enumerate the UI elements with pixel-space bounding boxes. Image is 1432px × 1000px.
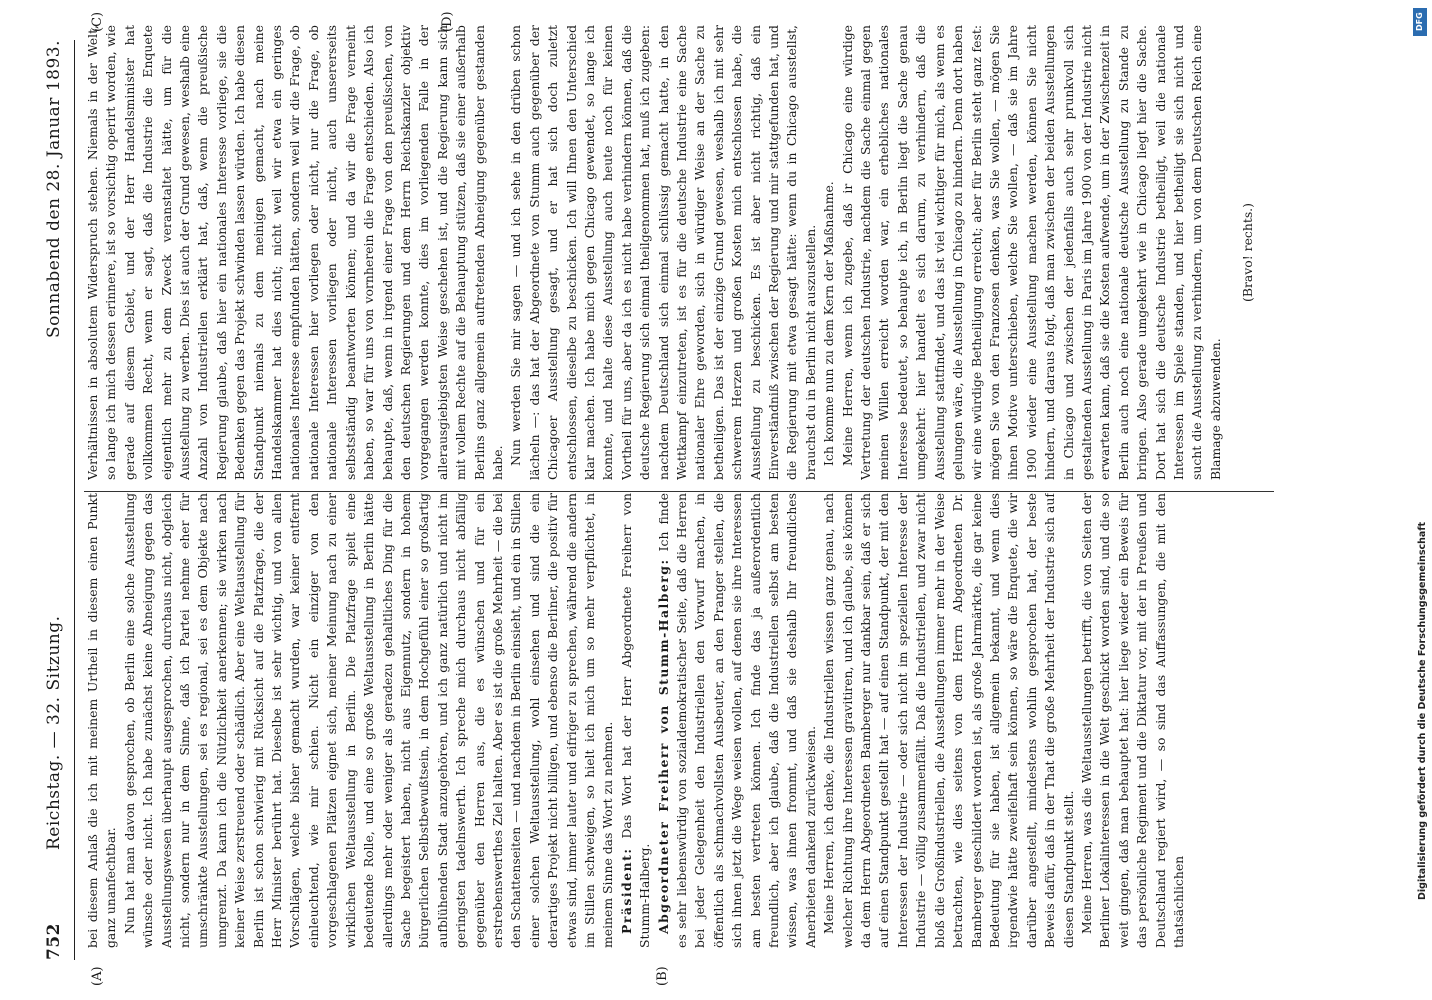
paragraph: Nun hat man davon gesprochen, ob Berlin eine solche Ausstellung wünsche oder nicht. Ich habe zunächst keine Abneigung gegen das Ausstellungswesen überhaupt ausgesprochen, durchaus nicht, obgleich nicht, sondern nur in dem Sinne, daß ich Partei nehme eher für umschränkte Ausstellungen, sei es regional, sei es dem Objekte nach umgrenzt. Da kann ich die Nützlichkeit anerkennen; sie wirken nach keiner Weise zerstreuend oder schädlich. Aber eine Weltausstellung für Berlin ist schon schwierig mit Rücksicht auf die Platzfrage, die der Herr Minister berührt hat. Dieselbe ist sehr wichtig, und von allen Vorschlägen, welche bisher gemacht wurden, war keiner entfernt einleuchtend, wie mir schien. Nicht ein einziger von den vorgeschlagenen Plätzen eignet sich, meiner Meinung nach zu einer wirklichen Weltausstellung in Berlin. Die Platzfrage spielt eine bedeutende Rolle, und eine so große Weltausstellung in Berlin hätte allerdings mehr oder weniger als geradezu gehaltliches Ding für die Sache begeistert haben, nicht aus Eigennutz, sondern in hohem bürgerlichen Selbstbewußtsein, in dem Hochgefühl einer so großartig aufblühenden Stadt anzugehören, und ich ganz natürlich und nicht im geringsten tadelnswerth. Ich spreche mich durchaus nicht abfällig gegenüber den Herren aus, die es wünschen und für ein erstrebenswerthes Ziel halten. Aber es ist die große Mehrheit — die bei den Schattenseiten — und nachdem in Berlin einsieht, und ein in Stillen einer solchen Weltausstellung, wohl einsehen und sind die ein derartiges Projekt nicht billigen, und ebenso die Berliner, die positiv für etwas sind, immer lauter und eifriger zu sprechen, während die andern im Stillen schweigen, so hielt ich mich um so mehr verpflichtet, in meinem Sinne das Wort zu nehmen. <box>121 493 616 948</box>
header-rule <box>74 40 75 960</box>
page-header <box>44 40 70 960</box>
session-date: Sonnabend den 28. Januar 1893. <box>44 40 64 339</box>
applause-note: (Bravo! rechts.) <box>1240 203 1256 302</box>
paragraph: Ich komme nun zu dem Kern der Maßnahme. <box>821 181 837 466</box>
margin-marker-c: (C) <box>90 11 105 32</box>
margin-marker-a: (A) <box>90 966 105 986</box>
column-divider <box>84 491 1274 492</box>
left-column <box>84 493 1274 948</box>
page-number: 752 <box>44 923 64 960</box>
paragraph: Verhältnissen in absolutem Widerspruch stehen. Niemals in der Welt, so lange ich mich dessen erinnere, ist so vorsichtig operirt worden, wie gerade auf diesem Gebiet, und der Herr Handelsminister hat vollkommen Recht, wenn er sagt, daß die Industrie die Enquete eigentlich mehr zu dem Zweck veranstaltet hätte, um für die Ausstellung zu werben. Dies ist auch der Grund gewesen, weshalb eine Anzahl von Industriellen erklärt hat, daß, wenn die preußische Regierung glaube, daß hier ein nationales Interesse vorliege, sie die Bedenken gegen das Projekt schwinden lassen würden. Ich habe diesen Standpunkt niemals zu dem meinigen gemacht, nach meine Handelskammer hat dies nicht; nicht weil wir etwa ein geringes nationales Interesse empfunden hätten, sondern weil wir die Frage, ob nationale Interessen hier vorliegen oder nicht, nur die Frage, ob nationale Interessen vorliegen oder nicht, auch unsererseits selbstständig beantworten können; und da wir die Frage verneint haben, so war für uns von vornherein die Frage entschieden. Also ich behaupte, daß, wenn in irgend einer Frage von den preußischen, von den deutschen Regierungen und dem Herrn Reichskanzler objektiv vorgegangen werden konnte, dies im vorliegenden Falle in der allerausgiebigsten Weise geschehen ist, und die Regierung kann sich mit vollem Rechte auf die Behauptung stützen, daß sie einer außerhalb Berlins ganz allgemein auftretenden Abneigung gegenüber gestanden habe. <box>85 25 505 480</box>
paragraph-text: Ich finde es sehr liebenswürdig von sozialdemokratischer Seite, daß die Herren bei jeder Gelegenheit den Industriellen den Vorwurf machen, in öffentlich als schmachvollsten Ausbeuter, an den Pranger stellen, die sich ihnen jetzt die Wege weisen wollen, auf denen sie ihre Interessen am besten vertreten können. Ich finde das ja außerordentlich freundlich, aber ich glaube, daß die Industriellen selbst am besten wissen, was ihnen frommt, und daß sie deshalb Ihr freundliches Anerbieten dankend zurückweisen. <box>655 493 818 948</box>
margin-marker-d: (D) <box>440 11 455 32</box>
paragraph: Meine Herren, wenn ich zugebe, daß ir Chicago eine würdige Vertretung der deutschen Industrie, nachdem die Sache einmal gegen meinen Willen erreicht worden war, ein erhebliches nationales Interesse bedeutet, so behaupte ich, in Berlin liegt die Sache genau umgekehrt: hier handelt es sich darum, zu verhindern, daß die Ausstellung stattfindet, und das ist viel wichtiger für mich, als wenn es gelungen wäre, die Ausstellung in Chicago zu hindern. Denn dort haben wir eine würdige Betheiligung erreicht; aber für Berlin steht ganz fest: mögen Sie von den Franzosen denken, was Sie wollen, — mögen Sie ihnen Motive unterschieben, welche Sie wollen, — daß sie im Jahre 1900 wieder eine Ausstellung machen werden, können Sie nicht hindern, und daraus folgt, daß man zwischen der beiden Ausstellungen in Chicago und zwischen der jedenfalls auch sehr prunkvoll sich gestaltenden Ausstellung in Paris im Jahre 1900 von der Industrie nicht erwarten kann, daß sie die Kosten aufwende, um in der Zwischenzeit in Berlin auch noch eine nationale deutsche Ausstellung zu Stande zu bringen. Also gerade umgekehrt wie in Chicago liegt hier die Sache. Dort hat sich die deutsche Industrie betheiligt, weil die nationale Interessen im Spiele standen, und hier betheiligt sie sich nicht und sucht die Ausstellung zu verhindern, um von dem Deutschen Reich eine Blamage abzuwenden. <box>839 25 1223 480</box>
session-title: Reichstag. — 32. Sitzung. <box>44 615 64 850</box>
right-column <box>84 25 1274 480</box>
paragraph: Nun werden Sie mir sagen — und ich sehe in den drüben schon lächeln —: das hat der Abgeordnete von Stumm auch gegenüber der Chicagoer Ausstellung gesagt, und er hat sich doch zuletzt entschlossen, dieselbe zu beschicken. Ich will Ihnen den Unterschied klar machen. Ich habe mich gegen Chicago gewendet, so lange ich konnte, und halte diese Ausstellung auch heute noch für keinen Vortheil für uns, aber da ich es nicht habe verhindern können, daß die deutsche Regierung sich einmal theilgenommen hat, muß ich zugeben: nachdem Deutschland sich einmal schlüssig gemacht hatte, in den Wettkampf einzutreten, ist es für die deutsche Industrie eine Sache nationaler Ehre geworden, sich in würdiger Weise an der Sache zu betheiligen. Das ist der einzige Grund gewesen, weshalb ich mit sehr schwerem Herzen und großen Kosten mich entschlossen habe, die Ausstellung zu beschicken. Es ist aber nicht richtig, daß ein Einverständniß zwischen der Regierung und mir stattgefunden hat, und die Regierung mit etwa gesagt hätte: wenn du in Chicago ausstellst, brauchst du in Berlin nicht auszustellen. <box>508 25 818 480</box>
speaker-label: Präsident: <box>618 847 634 934</box>
paragraph-speech <box>655 493 821 948</box>
speaker-label: Abgeordneter Freiherr von Stumm-Halberg: <box>655 558 671 934</box>
margin-marker-b: (B) <box>655 966 670 986</box>
paragraph: Meine Herren, ich denke, die Industriellen wissen ganz genau, nach welcher Richtung ihre Interessen gravitiren, und ich glaube, sie können da dem Herrn Abgeordneten Bamberger nur dankbar sein, daß er sich auf einen Standpunkt gestellt hat — auf einen Standpunkt, der mit den Interessen der Industrie — oder sich nicht im speziellen Interesse der Industrie — völlig zusammenfällt. Daß die Industriellen, und zwar nicht bloß die Großindustriellen, die Ausstellungen immer mehr in der Weise betrachten, wie dies seitens von dem Herrn Abgeordneten Dr. Bamberger geschildert worden ist, als große Jahrmärkte, die gar keine Bedeutung für sie haben, ist allgemein bekannt, und wenn dies irgendwie hätte zweifelhaft sein können, so wäre die Enquete, die wir darüber angestellt, mindestens wohlin gesprochen hat, der beste Beweis dafür, daß in der That die große Mehrheit der Industrie sich auf diesen Standpunkt stellt. <box>821 493 1076 948</box>
dfg-credit-text: Digitalisierung gefördert durch die Deutsche Forschungsgemeinschaft <box>1417 522 1428 900</box>
paragraph: Meine Herren, was die Weltausstellungen betrifft, die von Seiten der Berliner Lokalinteressen in die Welt geschickt worden sind, und die so weit gingen, daß man behauptet hat: hier liege wieder ein Beweis für das persönliche Regiment und die Diktatur vor, mit der in Preußen und Deutschland regiert wird, — so sind das Auffassungen, die mit den thatsächlichen <box>1078 493 1186 948</box>
paragraph-text: Das Wort hat der Herr Abgeordnete Freiherr von Stumm-Halberg. <box>618 493 653 948</box>
paragraph: bei diesem Anlaß die ich mit meinem Urtheil in diesem einen Punkt ganz unanfechtbar. <box>85 493 119 948</box>
paragraph-president <box>618 493 655 948</box>
dfg-logo: DFG <box>1413 8 1427 36</box>
dfg-credit-strip <box>1410 0 1430 1000</box>
